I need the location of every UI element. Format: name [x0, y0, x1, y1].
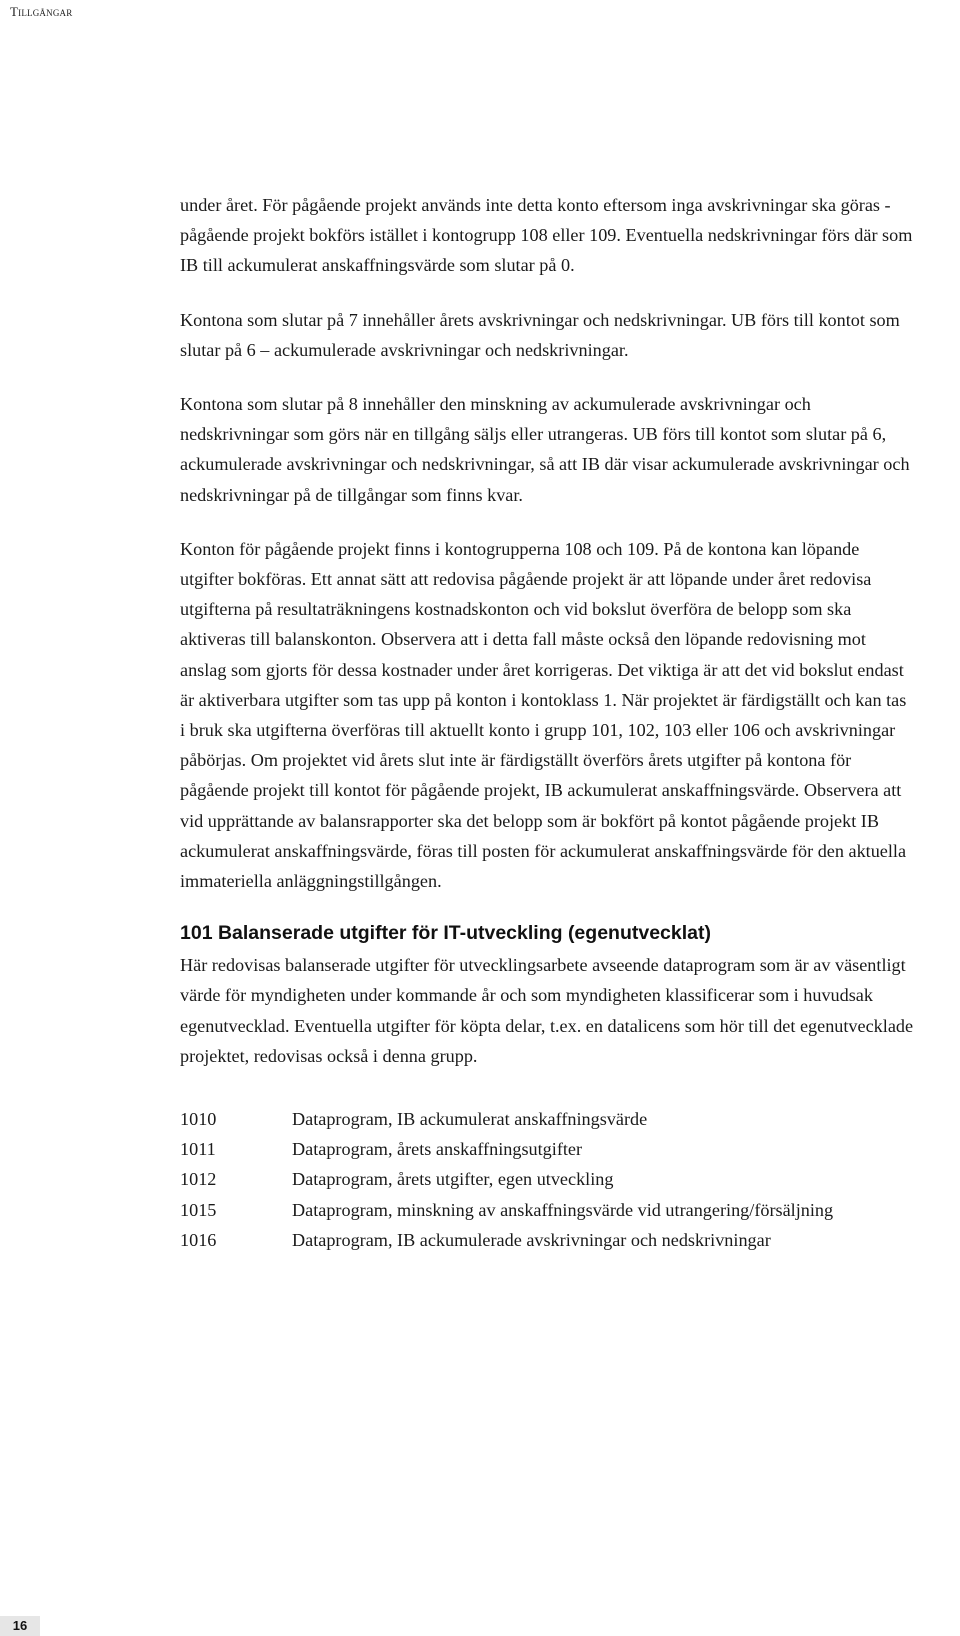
account-description: Dataprogram, årets anskaffningsutgifter: [292, 1139, 583, 1160]
account-code: 1015: [180, 1199, 217, 1220]
account-row: [180, 1134, 915, 1164]
account-code: 1012: [180, 1169, 217, 1190]
account-row: [180, 1225, 915, 1255]
account-code: 1010: [180, 1109, 217, 1130]
paragraph-carryover: under året. För pågående projekt används inte detta konto eftersom inga avskrivningar ska göras - pågående projekt bokförs istället i kontogrupp 108 eller 109. Eventuella nedskrivningar förs där som IB till ackumulerat anskaffningsvärde som slutar på 0.: [180, 195, 913, 276]
section-heading: 101 Balanserade utgifter för IT-utveckling (egenutvecklat): [180, 922, 711, 945]
paragraph-ongoing-projects: Konton för pågående projekt finns i kontogrupperna 108 och 109. På de kontona kan löpande utgifter bokföras. Ett annat sätt att redovisa pågående projekt är att löpande under året redovisa utgifterna på resultaträkningens kostnadskonton och vid bokslut överföra de belopp som ska aktiveras till balanskonton. Observera att i detta fall måste också den löpande redovisning mot anslag som gjorts för dessa kostnader under året korrigeras. Det viktiga är att det vid bokslut endast är aktiverbara utgifter som tas upp på konton i kontoklass 1. När projektet är färdigställt och kan tas i bruk ska utgifterna överföras till aktuellt konto i grupp 101, 102, 103 eller 106 och avskrivningar påbörjas. Om projektet vid årets slut inte är färdigställt överförs årets utgifter på kontona för pågående projekt till kontot för pågående projekt, IB ackumulerat anskaffningsvärde. Observera att vid upprättande av balansrapporter ska det belopp som är bokfört på kontot pågående projekt IB ackumulerat anskaffningsvärde, föras till posten för ackumulerat anskaffningsvärde för den aktuella immateriella anläggningstillgången.: [180, 538, 907, 892]
account-list: [180, 1104, 915, 1255]
paragraph-account-7: Kontona som slutar på 7 innehåller årets avskrivningar och nedskrivningar. UB förs till kontot som slutar på 6 – ackumulerade avskrivningar och nedskrivningar.: [180, 309, 900, 360]
page-number: 16: [0, 1616, 40, 1636]
running-header: Tillgångar: [10, 4, 73, 19]
account-row: [180, 1195, 915, 1225]
account-row: [180, 1164, 915, 1194]
page-content: [180, 190, 915, 1255]
account-description: Dataprogram, IB ackumulerade avskrivningar och nedskrivningar: [292, 1229, 771, 1250]
account-description: Dataprogram, minskning av anskaffningsvärde vid utrangering/försäljning: [292, 1199, 834, 1220]
account-code: 1016: [180, 1229, 217, 1250]
account-description: Dataprogram, IB ackumulerat anskaffningsvärde: [292, 1109, 648, 1130]
account-description: Dataprogram, årets utgifter, egen utveckling: [292, 1169, 614, 1190]
section-body: Här redovisas balanserade utgifter för utvecklingsarbete avseende dataprogram som är av väsentligt värde för myndigheten under kommande år och som myndigheten klassificerar som i huvudsak egenutvecklad. Eventuella utgifter för köpta delar, t.ex. en datalicens som hör till det egenutvecklade projektet, redovisas också i denna grupp.: [180, 955, 914, 1066]
paragraph-account-8: Kontona som slutar på 8 innehåller den minskning av ackumulerade avskrivningar och nedskrivningar som görs när en tillgång säljs eller utrangeras. UB förs till kontot som slutar på 6, ackumulerade avskrivningar och nedskrivningar, så att IB där visar ackumulerade avskrivningar och nedskrivningar på de tillgångar som finns kvar.: [180, 394, 910, 505]
account-code: 1011: [180, 1139, 216, 1160]
account-row: [180, 1104, 915, 1134]
